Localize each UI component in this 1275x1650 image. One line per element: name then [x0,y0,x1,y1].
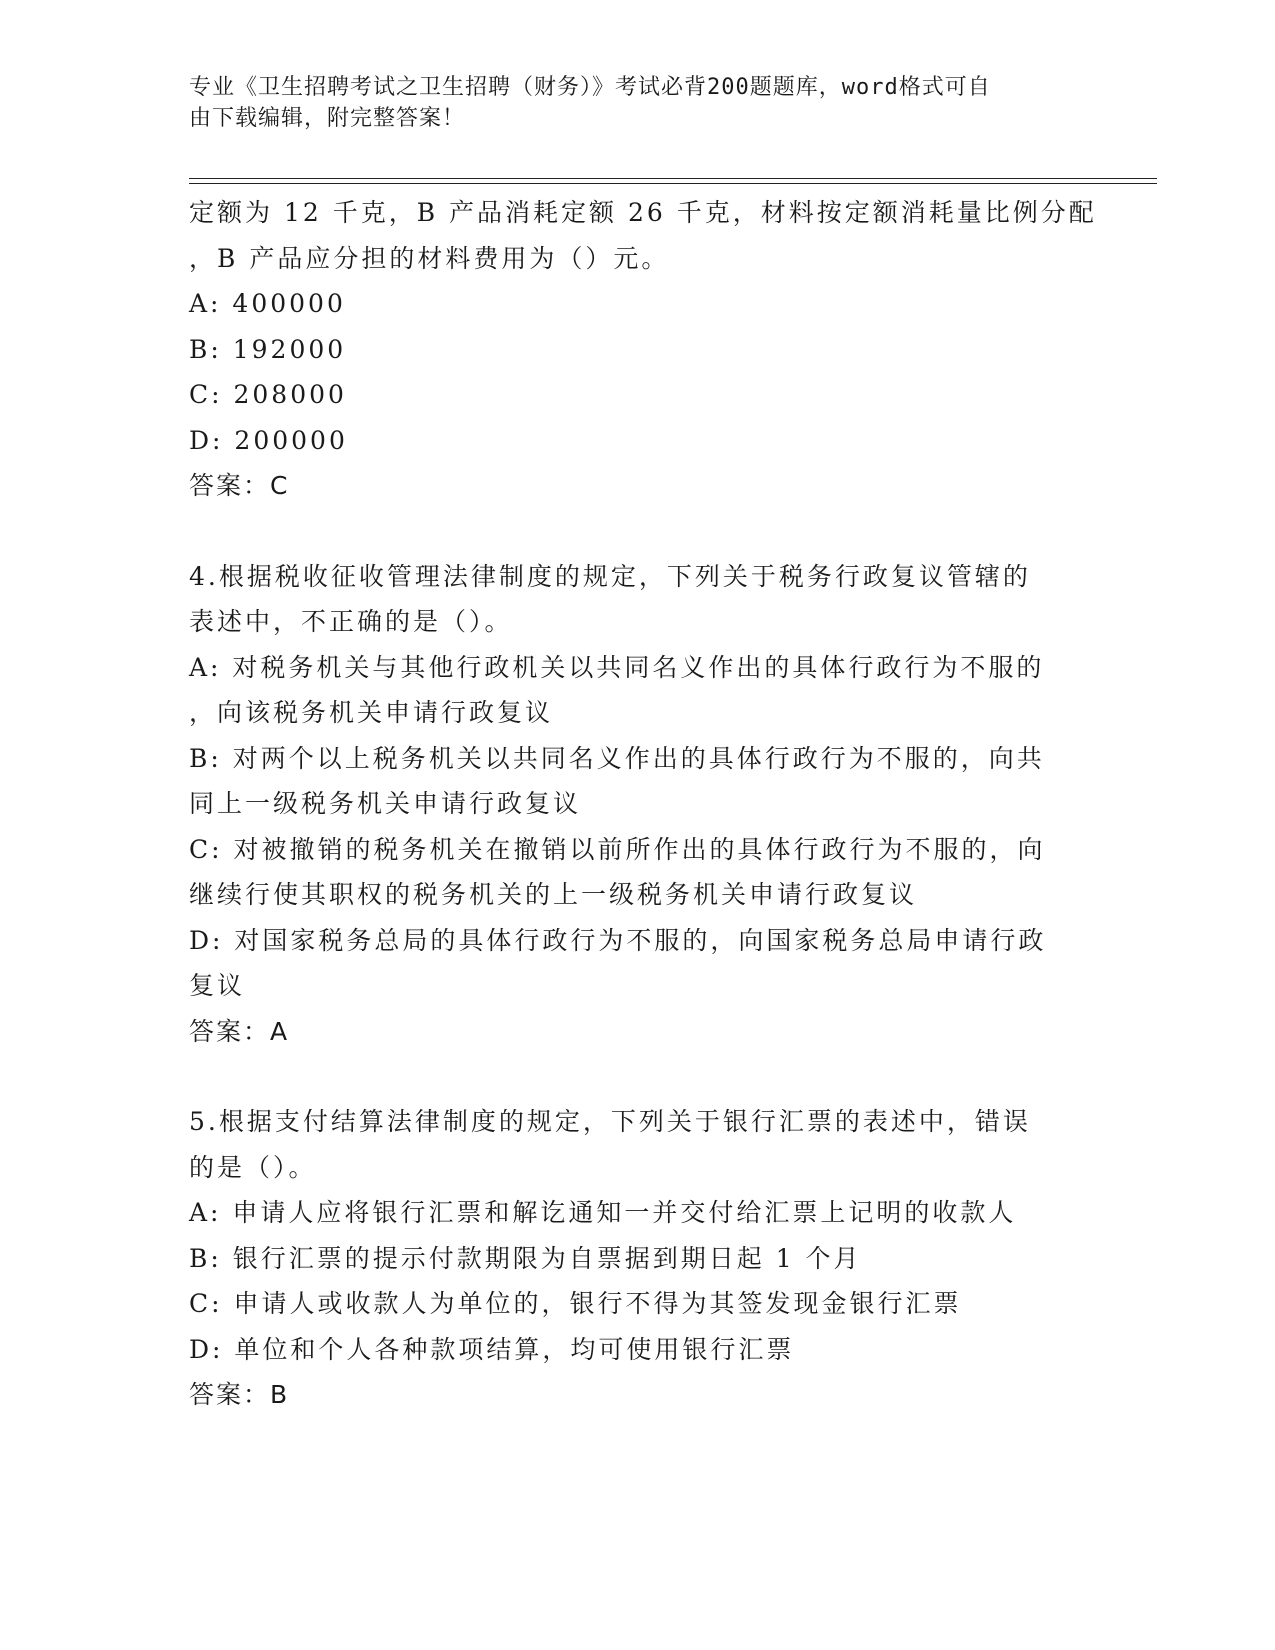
option-d: D: 单位和个人各种款项结算，均可使用银行汇票 [189,1334,795,1364]
question-stem-line: 表述中，不正确的是（）。 [189,607,513,636]
question-stem-line: ，B 产品应分担的材料费用为（）元。 [189,243,670,273]
question-stem-line: 4.根据税收征收管理法律制度的规定，下列关于税务行政复议管辖的 [189,561,1031,591]
question-stem-line: 5.根据支付结算法律制度的规定，下列关于银行汇票的表述中，错误 [189,1107,1031,1136]
question-3 [189,190,1097,509]
option-a: A: 申请人应将银行汇票和解讫通知一并交付给汇票上记明的收款人 [189,1198,1017,1227]
option-c: C: 208000 [189,380,347,409]
header-divider-top [189,178,1157,179]
page-header [189,72,1069,134]
answer-line: 答案：A [189,1016,290,1046]
question-spacer [189,1054,1089,1099]
option-d: D: 对国家税务总局的具体行政行为不服的，向国家税务总局申请行政 [189,925,1047,955]
question-5 [189,1099,1089,1418]
option-d-continued: 复议 [189,971,246,1000]
option-c-continued: 继续行使其职权的税务机关的上一级税务机关申请行政复议 [189,880,918,909]
header-divider-bottom [189,183,1157,184]
option-a: A: 400000 [189,289,346,318]
document-body [189,190,1097,1418]
option-b-continued: 同上一级税务机关申请行政复议 [189,789,582,818]
header-line-2: 由下载编辑，附完整答案！ [189,106,466,131]
option-a-continued: ，向该税务机关申请行政复议 [189,698,554,727]
option-b: B: 192000 [189,334,347,364]
answer-line: 答案：C [189,471,290,500]
answer-line: 答案：B [189,1380,290,1409]
question-spacer [189,509,1089,554]
option-c: C: 申请人或收款人为单位的，银行不得为其签发现金银行汇票 [189,1289,962,1318]
question-stem-line: 的是（）。 [189,1152,317,1182]
option-b: B: 对两个以上税务机关以共同名义作出的具体行政行为不服的，向共 [189,743,1045,773]
question-stem-line: 定额为 12 千克，B 产品消耗定额 26 千克，材料按定额消耗量比例分配 [189,198,1097,227]
option-b: B: 银行汇票的提示付款期限为自票据到期日起 1 个月 [189,1243,862,1273]
header-line-1: 专业《卫生招聘考试之卫生招聘（财务）》考试必背200题题库，word格式可自 [189,75,991,100]
option-d: D: 200000 [189,425,348,455]
option-a: A: 对税务机关与其他行政机关以共同名义作出的具体行政行为不服的 [189,652,1045,682]
question-4 [189,554,1089,1055]
option-c: C: 对被撤销的税务机关在撤销以前所作出的具体行政行为不服的，向 [189,834,1046,864]
